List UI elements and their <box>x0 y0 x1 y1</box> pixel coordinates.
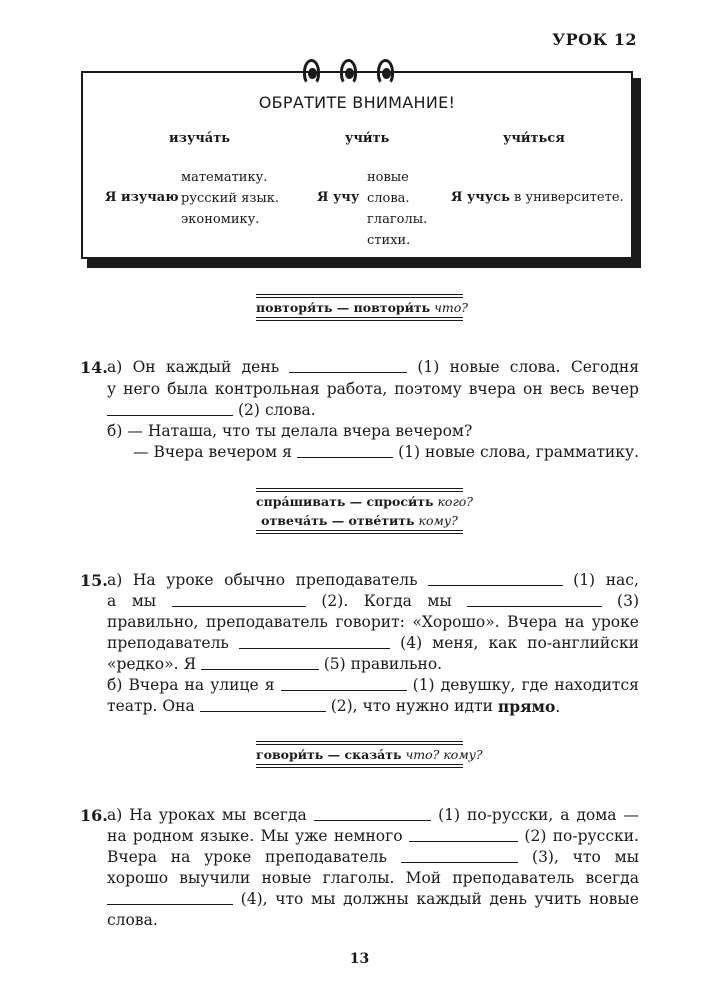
word: (3) <box>617 592 639 610</box>
word: каждый <box>416 890 482 908</box>
word: а) <box>107 358 123 376</box>
col1-subject: Я изучаю <box>105 190 179 205</box>
word: по-русски. <box>552 827 639 845</box>
word: а <box>560 806 570 824</box>
word: мы <box>427 592 452 610</box>
word: работа, <box>326 380 388 398</box>
exercise-line <box>107 827 639 845</box>
word: слова, <box>479 443 531 461</box>
word: (4), <box>240 890 268 908</box>
word: глаголы. <box>322 869 395 887</box>
note-title: ОБРАТИТЕ ВНИМАНИЕ! <box>258 93 456 112</box>
word: день <box>241 358 280 376</box>
col1-object: математику. <box>181 170 268 185</box>
word: новые <box>425 443 475 461</box>
word: что <box>222 422 251 440</box>
exercise-line <box>107 806 639 824</box>
word: что <box>362 697 391 715</box>
word: новые <box>588 890 639 908</box>
word: (1) <box>417 358 440 376</box>
word: вчера <box>343 422 391 440</box>
col3-text <box>451 190 624 205</box>
word: «редко». <box>107 655 179 673</box>
col3-rest: в университете. <box>514 190 624 205</box>
word: делала <box>281 422 339 440</box>
exercise-line <box>107 380 639 398</box>
word: б) <box>107 676 123 694</box>
word: родном <box>132 827 194 845</box>
verb-heading-2: учи́ть <box>345 131 390 146</box>
word: на <box>170 848 191 866</box>
exercise-line <box>107 634 639 652</box>
word: я <box>264 676 275 694</box>
verb-pair: спрáшивать — спроси́ть <box>256 494 434 509</box>
word: преподаватель <box>205 613 328 631</box>
word: всегда <box>585 869 639 887</box>
word: на <box>184 676 205 694</box>
col1-object: русский язык. <box>181 191 280 206</box>
word: вечером? <box>395 422 473 440</box>
verb-line <box>256 298 469 317</box>
col2-object: глаголы. <box>367 212 428 227</box>
word: уроке <box>166 571 214 589</box>
exercise-line <box>107 571 639 589</box>
word: дома <box>576 806 617 824</box>
lesson-label: УРОК 12 <box>552 30 637 49</box>
word: учить <box>534 890 582 908</box>
exercise-line <box>107 613 639 631</box>
word: что <box>275 890 304 908</box>
verb-pair: отвечáть — отвéтить <box>261 513 415 528</box>
word: новые <box>449 358 500 376</box>
word: прямо. <box>497 697 561 716</box>
exercise-line <box>107 869 639 887</box>
word: Он <box>132 358 156 376</box>
word: него <box>123 380 161 398</box>
verb-line <box>256 492 474 511</box>
answer-blank <box>200 697 326 712</box>
exercise-line <box>133 443 639 461</box>
word: преподаватель <box>107 634 229 652</box>
verb-block-3 <box>256 741 483 768</box>
answer-blank <box>172 592 306 607</box>
word: мы <box>614 848 639 866</box>
word: Вчера <box>128 676 179 694</box>
word: поэтому <box>394 380 462 398</box>
exercise-line <box>107 422 639 440</box>
ring-dot-icon <box>382 68 391 79</box>
exercise-line <box>107 655 639 673</box>
exercise-number: 14. <box>80 358 108 377</box>
word: уроке <box>204 848 252 866</box>
word: немного <box>333 827 403 845</box>
word: преподаватель <box>295 571 418 589</box>
exercise-line <box>107 401 639 419</box>
word: Вчера <box>153 443 204 461</box>
answer-blank <box>201 655 319 670</box>
col2-object: слова. <box>367 191 410 206</box>
word: была <box>167 380 208 398</box>
word: меня, <box>432 634 479 652</box>
word: — <box>133 443 149 461</box>
word: каждый <box>165 358 232 376</box>
word: мы <box>311 890 336 908</box>
word: девушку, <box>440 676 516 694</box>
word: как <box>488 634 518 652</box>
word: нас, <box>605 571 639 589</box>
answer-blank <box>428 571 562 586</box>
word: (2), <box>330 697 358 715</box>
word: всегда <box>253 806 307 824</box>
word: по-русски, <box>467 806 554 824</box>
verb-heading-3: учи́ться <box>503 131 565 146</box>
exercise-line <box>107 890 639 908</box>
verb-pair: говори́ть — сказáть <box>256 747 402 762</box>
answer-blank <box>107 890 233 905</box>
word: улице <box>210 676 259 694</box>
answer-blank <box>107 401 233 416</box>
word: (2) <box>524 827 547 845</box>
answer-blank <box>281 676 407 691</box>
exercise-line <box>107 697 639 716</box>
note-box <box>81 71 633 259</box>
word: На <box>129 806 152 824</box>
col2-objects <box>367 167 427 251</box>
double-rule <box>256 317 463 321</box>
answer-blank <box>289 358 407 373</box>
ring-dot-icon <box>308 68 317 79</box>
verb-line <box>256 745 483 764</box>
word: по-английски <box>527 634 639 652</box>
word: (1) <box>412 676 435 694</box>
word: языке. <box>199 827 255 845</box>
word: мы <box>131 592 157 610</box>
word: вчера <box>468 380 517 398</box>
verb-question: что? кому? <box>405 747 483 762</box>
word: Вчера <box>107 848 157 866</box>
word: На <box>132 571 156 589</box>
word: уже <box>295 827 328 845</box>
word: (2) <box>238 401 260 419</box>
double-rule <box>256 530 463 534</box>
word: (1) <box>398 443 421 461</box>
double-rule <box>256 764 463 768</box>
word: (1) <box>573 571 596 589</box>
word: что <box>572 848 601 866</box>
word: (2). <box>321 592 349 610</box>
word: преподаватель <box>452 869 575 887</box>
word: — <box>127 422 143 440</box>
answer-blank <box>297 443 393 458</box>
word: грамматику. <box>535 443 639 461</box>
verb-block-1 <box>256 294 469 321</box>
exercise-line <box>107 358 639 376</box>
exercise-line <box>107 848 639 866</box>
word: новые <box>261 869 312 887</box>
word: уроке <box>591 613 639 631</box>
verb-question: кому? <box>418 513 458 528</box>
exercise-number: 15. <box>80 571 108 590</box>
col1-object: экономику. <box>181 212 260 227</box>
answer-blank <box>239 634 390 649</box>
word: выучили <box>179 869 251 887</box>
word: контрольная <box>214 380 320 398</box>
exercise-line <box>107 911 639 929</box>
ring-dot-icon <box>345 68 354 79</box>
verb-pair: повторя́ть — повтори́ть <box>256 300 431 315</box>
exercise-line <box>107 676 639 694</box>
word: слова. <box>107 911 158 929</box>
word: нужно <box>395 697 450 715</box>
word: должны <box>343 890 409 908</box>
col3-subject: Я учусь <box>451 190 510 205</box>
exercise-number: 16. <box>80 806 108 825</box>
word: вечером <box>208 443 278 461</box>
word: (3), <box>532 848 559 866</box>
word: обычно <box>224 571 286 589</box>
word: (5) <box>323 655 346 673</box>
word: хорошо <box>107 869 169 887</box>
col2-object: новые <box>367 170 409 185</box>
word: правильно. <box>350 655 443 673</box>
word: говорит: <box>335 613 405 631</box>
exercise-line <box>107 592 639 610</box>
word: «Хорошо». <box>412 613 500 631</box>
word: где <box>521 676 549 694</box>
verb-question: кого? <box>437 494 474 509</box>
word: а) <box>107 806 123 824</box>
word: слова. <box>264 401 316 419</box>
col1-objects <box>181 167 279 230</box>
word: б) <box>107 422 123 440</box>
answer-blank <box>314 806 432 821</box>
word: театр. <box>107 697 158 715</box>
word: день <box>489 890 527 908</box>
answer-blank <box>401 848 519 863</box>
word: я <box>282 443 292 461</box>
answer-blank <box>409 827 518 842</box>
word: Вчера <box>507 613 558 631</box>
word: находится <box>554 676 639 694</box>
verb-heading-1: изучáть <box>169 131 231 146</box>
verb-block-2 <box>256 488 474 534</box>
word: Мой <box>405 869 442 887</box>
word: а <box>107 592 117 610</box>
word: идти <box>454 697 493 715</box>
word: вечер <box>591 380 639 398</box>
word: уроках <box>158 806 215 824</box>
word: правильно, <box>107 613 199 631</box>
word: слова. <box>509 358 561 376</box>
verb-question: что? <box>434 300 469 315</box>
word: Наташа, <box>147 422 218 440</box>
page-number: 13 <box>349 951 370 967</box>
word: Мы <box>260 827 289 845</box>
word: Она <box>162 697 195 715</box>
verb-line <box>256 511 463 530</box>
word: ты <box>255 422 277 440</box>
word: (1) <box>438 806 461 824</box>
word: он <box>523 380 543 398</box>
col2-subject: Я учу <box>317 190 360 205</box>
word: мы <box>221 806 247 824</box>
word: Когда <box>363 592 412 610</box>
word: весь <box>549 380 585 398</box>
word: на <box>564 613 585 631</box>
word: преподаватель <box>265 848 387 866</box>
word: (4) <box>400 634 423 652</box>
word: Я <box>183 655 197 673</box>
word: Сегодня <box>570 358 639 376</box>
word: на <box>107 827 127 845</box>
answer-blank <box>467 592 601 607</box>
word: у <box>107 380 117 398</box>
col2-object: стихи. <box>367 233 411 248</box>
word: — <box>623 806 639 824</box>
word: а) <box>107 571 123 589</box>
